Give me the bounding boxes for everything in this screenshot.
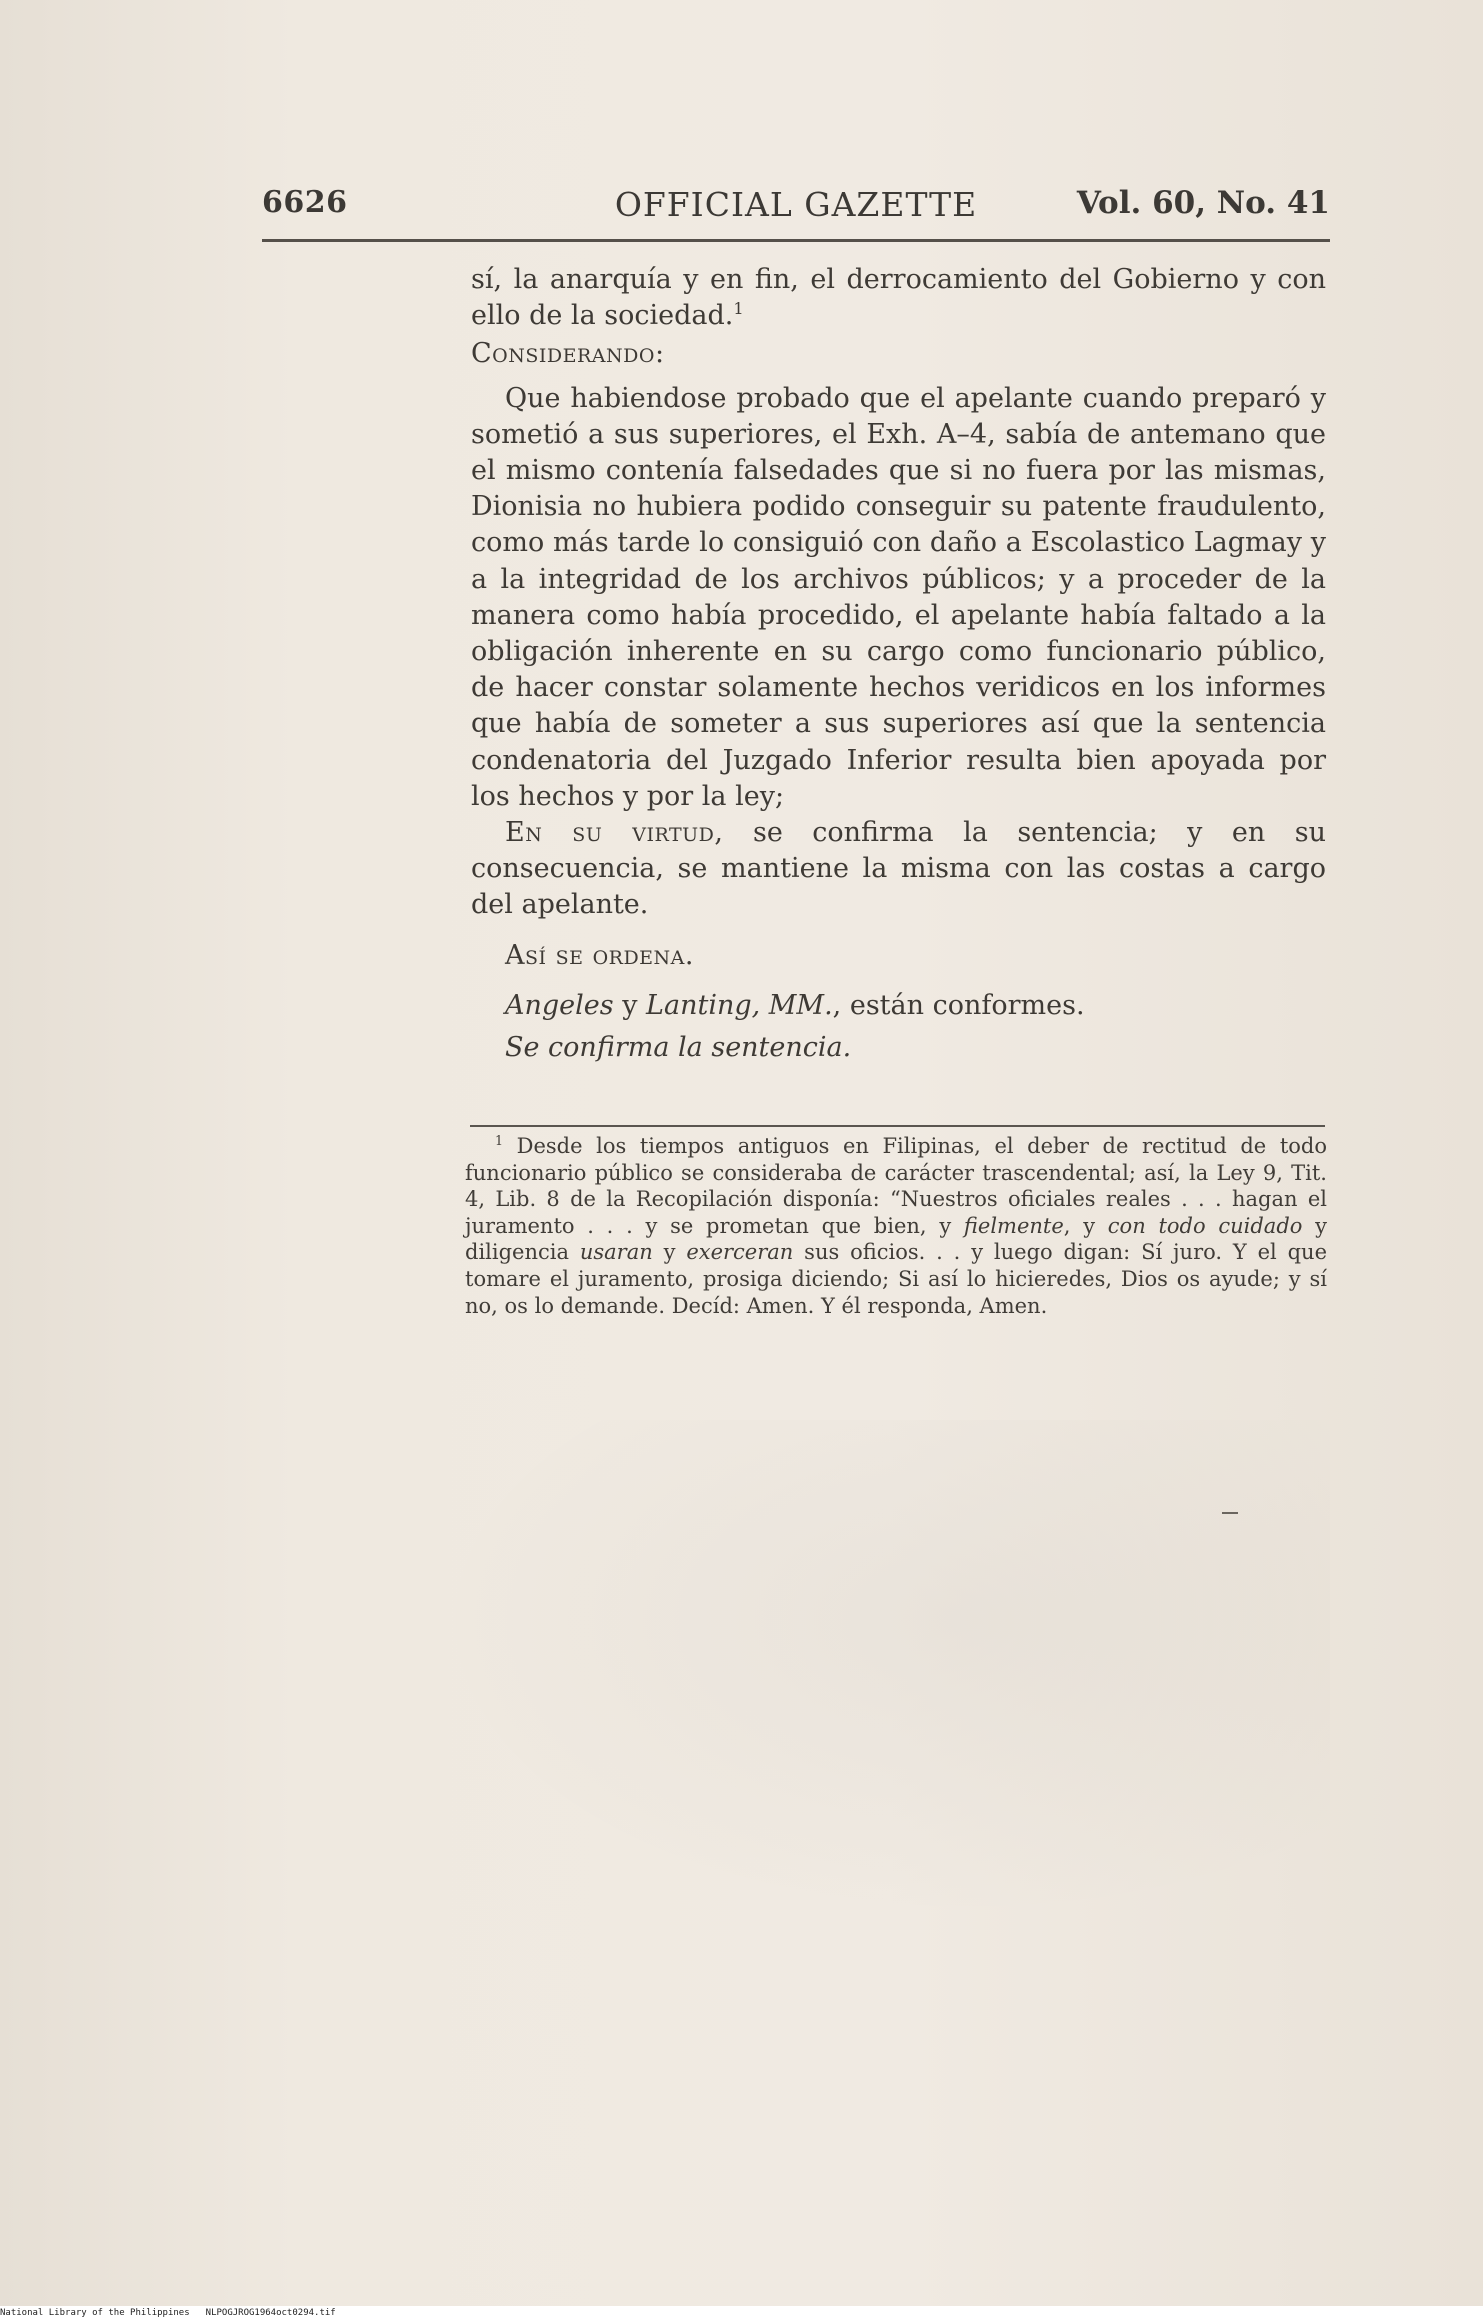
library-credit: National Library of the Philippines: [0, 2308, 190, 2318]
conjunction: y: [613, 989, 647, 1021]
disposition-line: Se confirma la sentencia.: [505, 1032, 852, 1064]
concurrence-text: , están conformes.: [832, 989, 1085, 1021]
volume-number: Vol. 60, No. 41: [1076, 185, 1330, 221]
en-su-virtud-lead: En su virtud,: [505, 817, 724, 849]
footnote-text: , y: [1063, 1213, 1108, 1238]
footnote-section: [465, 1133, 1327, 1319]
footnote-italic: fielmente: [963, 1213, 1064, 1238]
page-header: [262, 185, 1330, 235]
footnote-text: sus oficios. . . y luego digan: Sí juro. Y el que tomare el juramento, prosiga diciendo; Si así lo hicieredes, Dios os ayude; y sí no, os lo demande. Decíd: Amen. Y él responda, Amen.: [465, 1240, 1327, 1318]
footnote-italic: exerceran: [686, 1240, 794, 1265]
footnote-italic: con todo cuidado: [1107, 1213, 1303, 1238]
publication-title: OFFICIAL GAZETTE: [614, 185, 978, 224]
concurrence-line: [471, 988, 1326, 1024]
scan-footer: [0, 2306, 1483, 2321]
paragraph-que: Que habiendose probado que el apelante cuando preparó y sometió a sus superiores, el Exh. A–4, sabía de antemano que el mismo contenía falsedades que si no fuera por las mismas, Dionisia no hubiera podido conseguir su patente fraudulento, como más tarde lo consiguió con daño a Escolastico Lagmay y a la integridad de los archivos públicos; y a proceder de la manera como había procedido, el apelante había faltado a la obligación inherente en su cargo como funcionario público, de hacer constar solamente hechos veridicos en los informes que había de someter a sus superiores así que la sentencia condenatoria del Juzgado Inferior resulta bien apoyada por los hechos y por la ley;: [471, 382, 1326, 812]
main-text: [471, 262, 1326, 1066]
justice-name: Lanting, MM.: [646, 989, 833, 1021]
stray-mark: [1222, 1512, 1238, 1514]
paragraph-continuation: [471, 262, 1326, 334]
paragraph-text: sí, la anarquía y en fin, el derrocamiento del Gobierno y con ello de la sociedad.: [471, 264, 1326, 332]
footnote-italic: usaran: [579, 1240, 653, 1265]
paragraph-en-su-virtud: [471, 815, 1326, 924]
bleed-through-shadow: [430, 1420, 1330, 1920]
footnote-rule: [470, 1125, 1325, 1127]
footnote-text: Desde los tiempos antiguos en Filipinas, el deber de rectitud de todo funcionario público se consideraba de carácter trascendental; así, la Ley 9, Tit. 4, Lib. 8 de la Recopilación disponía: “Nuestros oficiales reales . . . hagan el juramento . . . y se prometan que bien, y: [465, 1134, 1327, 1238]
scan-filename: NLPOGJROG1964oct0294.tif: [205, 2308, 336, 2318]
footnote-reference: 1: [733, 299, 744, 319]
asi-se-ordena: Así se ordena.: [505, 939, 694, 971]
justice-name: Angeles: [505, 989, 614, 1021]
header-rule: [262, 239, 1330, 242]
footnote-text: y: [652, 1240, 687, 1265]
considerando-heading: Considerando:: [471, 338, 665, 370]
footnote-text: y diligencia: [465, 1213, 1327, 1265]
paragraph-text: se confirma la sentencia; y en su consecuencia, se mantiene la misma con las costas a cargo del apelante.: [471, 817, 1326, 921]
footnote-1: [465, 1133, 1327, 1319]
page-number: 6626: [262, 185, 348, 220]
footnote-marker: 1: [495, 1133, 504, 1148]
